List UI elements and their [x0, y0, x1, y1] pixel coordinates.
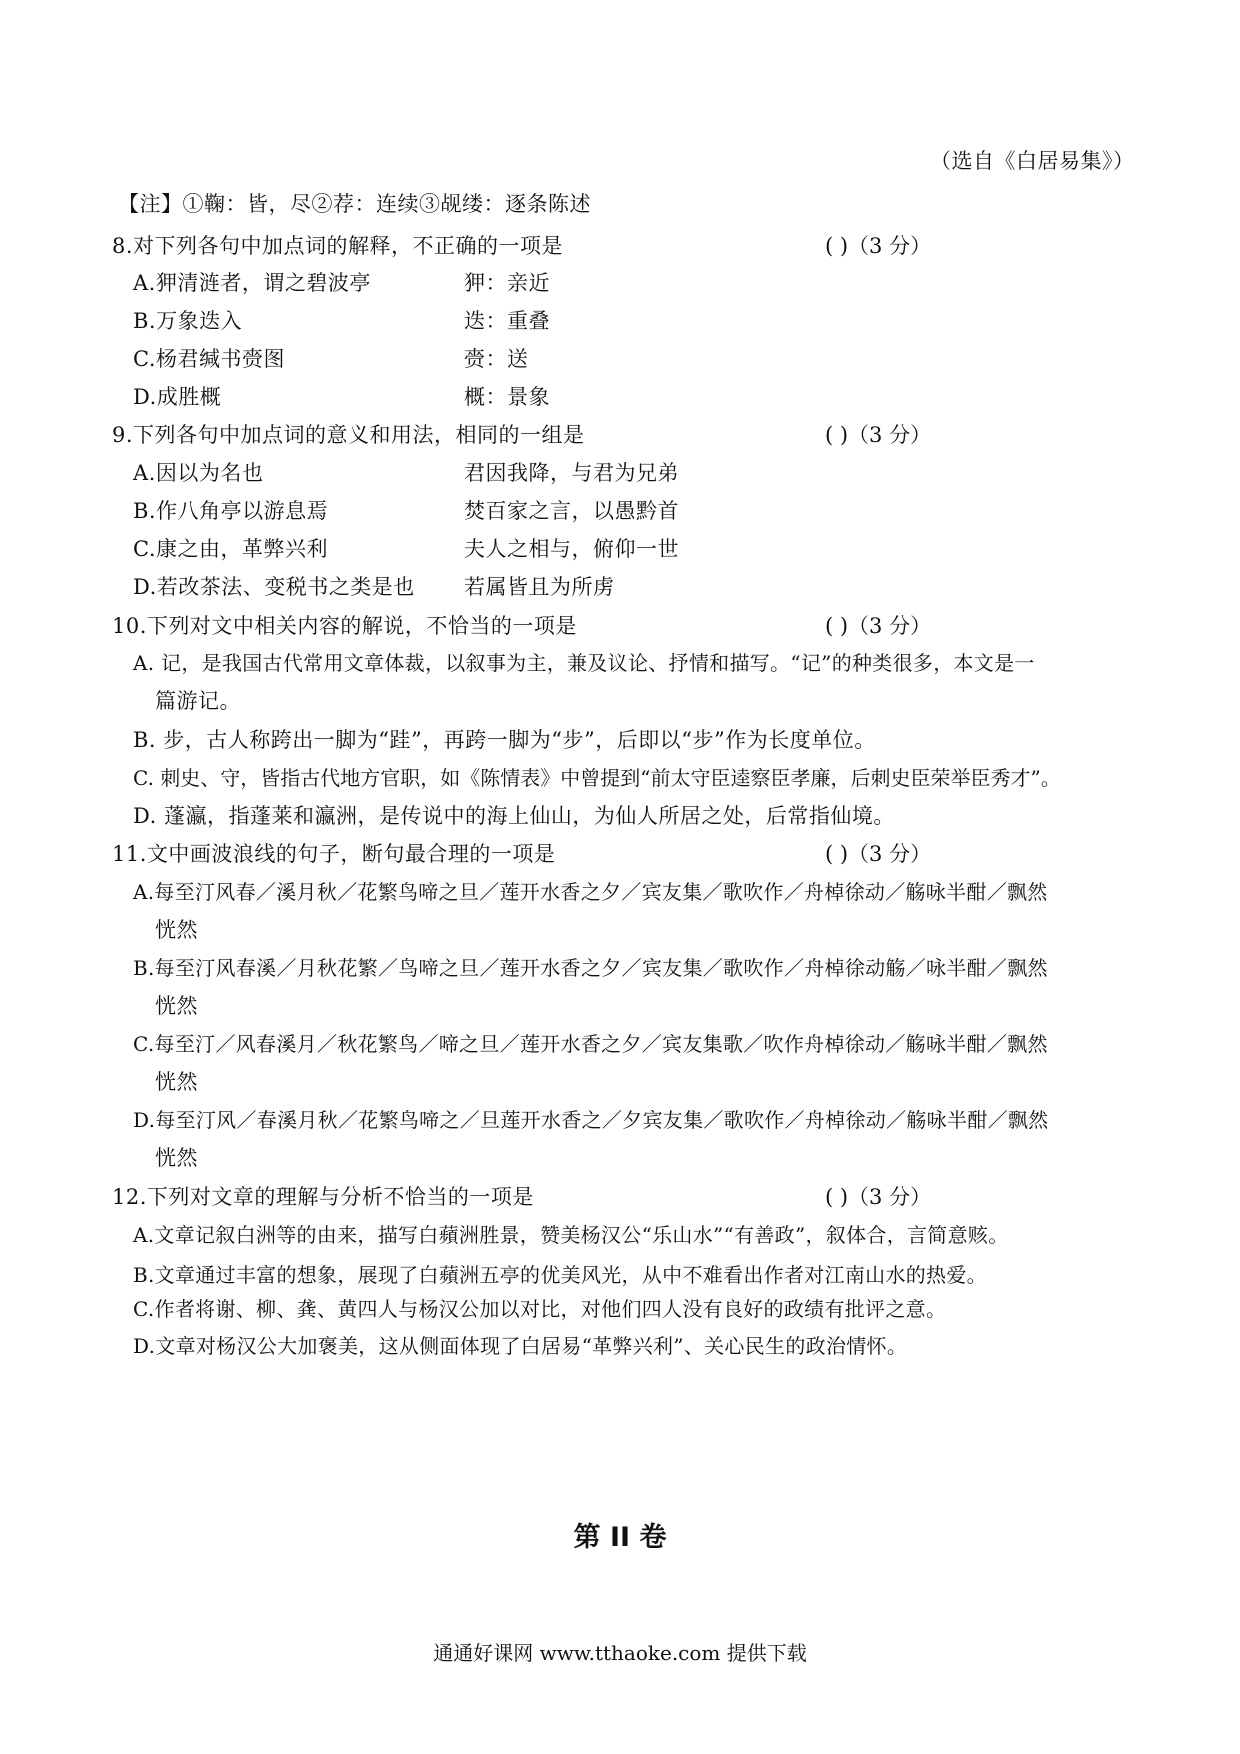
- question-8-stem: 8.对下列各句中加点词的解释，不正确的一项是: [112, 234, 564, 258]
- question-11-option-c: C.每至汀／风春溪月／秋花繁鸟／啼之旦／莲开水香之夕／宾友集歌／吹作舟棹徐动／觞咏半酣／飘然: [133, 1032, 1048, 1056]
- question-9-answer-mark: ( )（3 分）: [825, 423, 932, 447]
- question-9-option-c-compare: 夫人之相与，俯仰一世: [464, 537, 679, 561]
- question-10-option-a-cont: 篇游记。: [155, 689, 241, 713]
- question-8-option-b: B.万象迭入: [133, 309, 243, 333]
- question-8-option-b-gloss: 迭：重叠: [464, 309, 550, 333]
- question-11-option-c-cont: 恍然: [155, 1070, 198, 1094]
- question-9-option-a-compare: 君因我降，与君为兄弟: [464, 461, 679, 485]
- question-9-option-b-compare: 焚百家之言，以愚黔首: [464, 499, 679, 523]
- section-title: 第 II 卷: [573, 1522, 667, 1553]
- question-11-option-b-cont: 恍然: [155, 994, 198, 1018]
- question-11-option-a-cont: 恍然: [155, 918, 198, 942]
- question-9-stem: 9.下列各句中加点词的意义和用法，相同的一组是: [112, 423, 585, 447]
- question-8-option-d: D.成胜概: [133, 385, 222, 409]
- question-9-option-a: A.因以为名也: [133, 461, 264, 485]
- question-9-option-d-compare: 若属皆且为所虏: [464, 575, 615, 599]
- question-8-option-a: A.狎清涟者，谓之碧波亭: [133, 271, 371, 295]
- question-10-option-c: C. 刺史、守，皆指古代地方官职，如《陈情表》中曾提到“前太守臣逵察臣孝廉，后刺史臣荣举臣秀才”。: [133, 766, 1061, 790]
- question-9-option-d: D.若改茶法、变税书之类是也: [133, 575, 415, 599]
- question-10-answer-mark: ( )（3 分）: [825, 614, 932, 638]
- annotation-note: 【注】①鞠：皆，尽②荐：连续③觇缕：逐条陈述: [118, 192, 591, 216]
- page-footer: 通通好课网 www.tthaoke.com 提供下载: [433, 1641, 807, 1665]
- question-8-option-c: C.杨君缄书赍图: [133, 347, 285, 371]
- question-12-option-b: B.文章通过丰富的想象，展现了白蘋洲五亭的优美风光，从中不难看出作者对江南山水的热爱。: [133, 1263, 987, 1287]
- question-10-stem: 10.下列对文中相关内容的解说，不恰当的一项是: [112, 614, 577, 638]
- question-11-stem: 11.文中画波浪线的句子，断句最合理的一项是: [112, 842, 556, 866]
- question-10-option-d: D. 蓬瀛，指蓬莱和瀛洲，是传说中的海上仙山，为仙人所居之处，后常指仙境。: [133, 804, 895, 828]
- question-11-option-a: A.每至汀风春／溪月秋／花繁鸟啼之旦／莲开水香之夕／宾友集／歌吹作／舟棹徐动／觞咏半酣／飘然: [133, 880, 1048, 904]
- question-12-option-a: A.文章记叙白洲等的由来，描写白蘋洲胜景，赞美杨汉公“乐山水”“有善政”，叙体合，言简意赅。: [133, 1223, 1009, 1247]
- source-citation: （选自《白居易集》）: [930, 149, 1135, 173]
- question-8-answer-mark: ( )（3 分）: [825, 234, 932, 258]
- question-8-option-c-gloss: 赍：送: [464, 347, 529, 371]
- question-12-option-c: C.作者将谢、柳、龚、黄四人与杨汉公加以对比，对他们四人没有良好的政绩有批评之意。: [133, 1297, 947, 1321]
- question-11-option-d-cont: 恍然: [155, 1146, 198, 1170]
- question-12-stem: 12.下列对文章的理解与分析不恰当的一项是: [112, 1185, 534, 1209]
- question-12-answer-mark: ( )（3 分）: [825, 1185, 932, 1209]
- question-10-option-a: A. 记，是我国古代常用文章体裁，以叙事为主，兼及议论、抒情和描写。“记”的种类很多，本文是一: [133, 651, 1035, 675]
- question-11-option-d: D.每至汀风／春溪月秋／花繁鸟啼之／旦莲开水香之／夕宾友集／歌吹作／舟棹徐动／觞咏半酣／飘然: [133, 1108, 1049, 1132]
- question-8-option-a-gloss: 狎：亲近: [464, 271, 550, 295]
- question-11-option-b: B.每至汀风春溪／月秋花繁／鸟啼之旦／莲开水香之夕／宾友集／歌吹作／舟棹徐动觞／咏半酣／飘然: [133, 956, 1048, 980]
- question-8-option-d-gloss: 概：景象: [464, 385, 550, 409]
- question-9-option-b: B.作八角亭以游息焉: [133, 499, 329, 523]
- question-12-option-d: D.文章对杨汉公大加褒美，这从侧面体现了白居易“革弊兴利”、关心民生的政治情怀。: [133, 1334, 908, 1358]
- question-10-option-b: B. 步，古人称跨出一脚为“跬”，再跨一脚为“步”，后即以“步”作为长度单位。: [133, 728, 876, 752]
- question-11-answer-mark: ( )（3 分）: [825, 842, 932, 866]
- question-9-option-c: C.康之由，革弊兴利: [133, 537, 328, 561]
